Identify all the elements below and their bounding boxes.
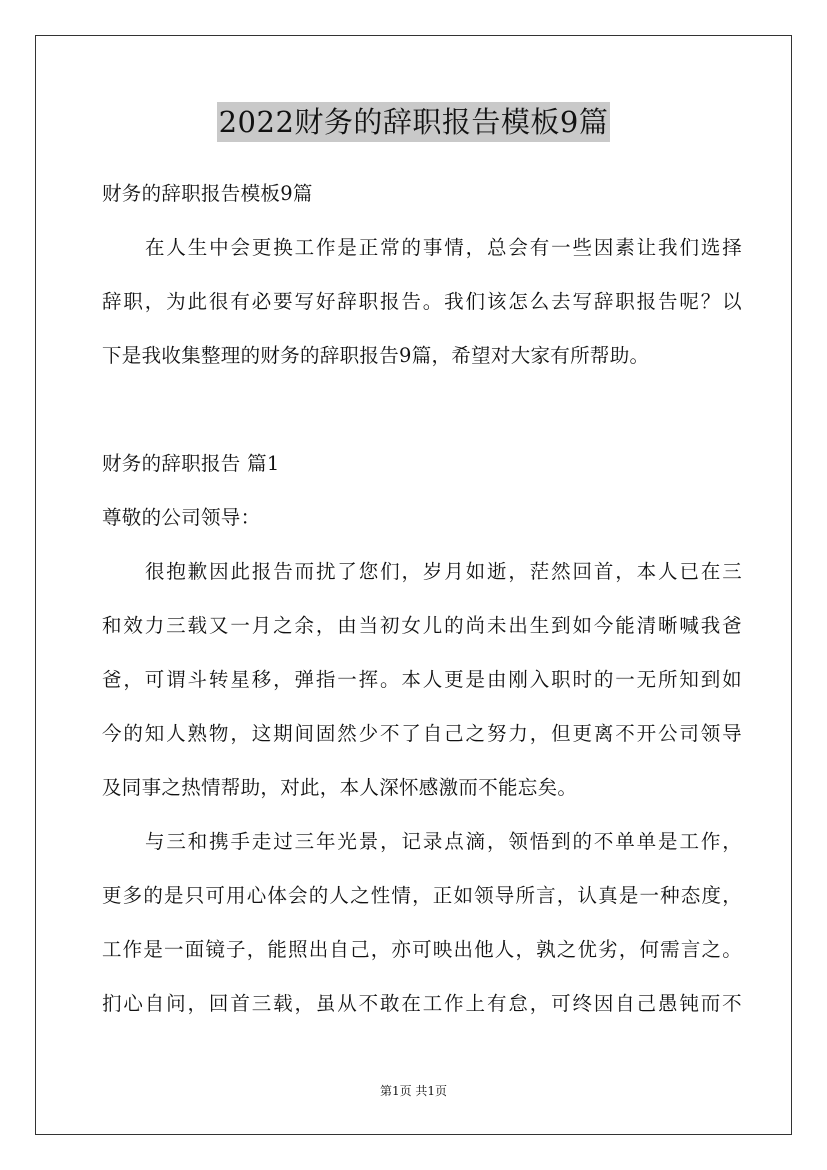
para2-line-2: 更多的是只可用心体会的人之性情，正如领导所言，认真是一种态度，	[102, 884, 742, 907]
intro-line-2: 辞职，为此很有必要写好辞职报告。我们该怎么去写辞职报告呢？以	[102, 290, 742, 313]
page-footer: 第1页 共1页	[379, 1084, 448, 1098]
para1-line-4: 今的知人熟物，这期间固然少不了自己之努力，但更离不开公司领导	[102, 722, 742, 745]
title-container	[0, 102, 827, 142]
document-subtitle: 财务的辞职报告模板9篇	[102, 182, 313, 205]
intro-line-3: 下是我收集整理的财务的辞职报告9篇，希望对大家有所帮助。	[102, 344, 650, 367]
para2-line-4: 扪心自问，回首三载，虽从不敢在工作上有怠，可终因自己愚钝而不	[102, 992, 742, 1015]
salutation: 尊敬的公司领导：	[102, 506, 261, 529]
para1-line-3: 爸，可谓斗转星移，弹指一挥。本人更是由刚入职时的一无所知到如	[102, 668, 742, 691]
para2-line-3: 工作是一面镜子，能照出自己，亦可映出他人，孰之优劣，何需言之。	[102, 938, 742, 961]
document-title: 2022财务的辞职报告模板9篇	[217, 102, 611, 142]
section-heading: 财务的辞职报告 篇1	[102, 452, 280, 475]
para1-line-2: 和效力三载又一月之余，由当初女儿的尚未出生到如今能清晰喊我爸	[102, 614, 742, 637]
para2-line-1: 与三和携手走过三年光景，记录点滴，领悟到的不单单是工作，	[145, 830, 742, 853]
para1-line-5: 及同事之热情帮助，对此，本人深怀感激而不能忘矣。	[102, 776, 578, 799]
intro-line-1: 在人生中会更换工作是正常的事情，总会有一些因素让我们选择	[145, 236, 742, 259]
para1-line-1: 很抱歉因此报告而扰了您们，岁月如逝，茫然回首，本人已在三	[145, 560, 742, 583]
